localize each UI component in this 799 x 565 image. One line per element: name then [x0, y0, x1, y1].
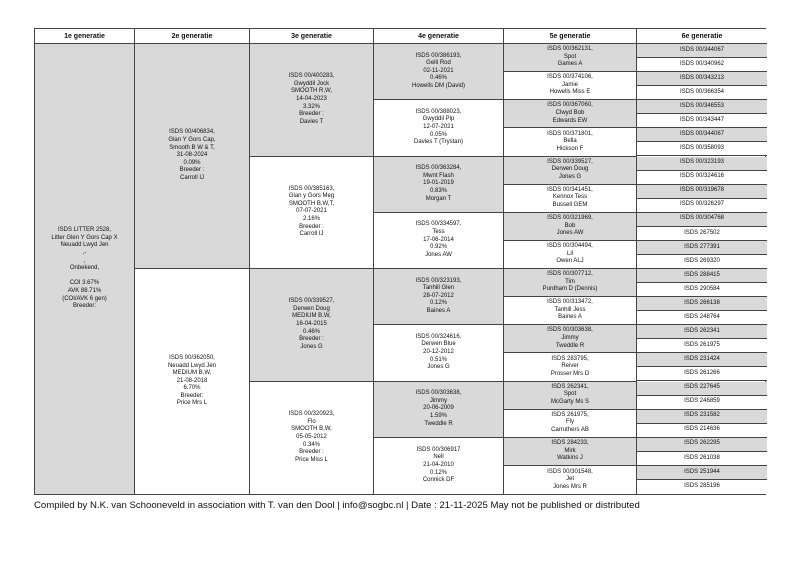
ancestor-line: ISDS 00/304494, — [547, 243, 593, 250]
ancestor-line: ISDS 00/385163, — [288, 185, 335, 192]
ancestor-cell-gen5 — [504, 72, 637, 100]
ancestor-line: 21-08-2018 — [176, 377, 208, 384]
ancestor-cell-gen6 — [637, 410, 767, 424]
ancestor-line: Edwards EW — [552, 117, 588, 124]
ancestor-line: Connick DF — [422, 477, 455, 484]
ancestor-cell-gen6 — [637, 480, 767, 494]
ancestor-line: ISDS 00/400283, — [288, 73, 335, 80]
ancestor-cell-gen5 — [504, 100, 637, 128]
ancestor-cell-gen1 — [35, 44, 135, 494]
ancestor-cell-gen6 — [637, 157, 767, 171]
ancestor-cell-gen6 — [637, 86, 767, 100]
ancestor-line: SMOOTH B,W,T, — [288, 200, 335, 207]
ancestor-line: Watkins J — [557, 455, 583, 462]
ancestor-cell-gen4 — [374, 157, 504, 213]
ancestor-line: 2.16% — [302, 216, 320, 223]
ancestor-cell-gen5 — [504, 382, 637, 410]
ancestor-line: 0.46% — [429, 75, 447, 82]
header-gen-3: 3e generatie — [250, 29, 374, 44]
ancestor-line: Breeder : — [299, 449, 324, 456]
ancestor-line: Gwyddil Jock — [293, 80, 330, 87]
ancestor-line: ISDS 00/367060, — [547, 102, 593, 109]
ancestor-line: 19-01-2019 — [423, 180, 454, 187]
ancestor-cell-gen6 — [637, 339, 767, 353]
ancestor-line: ISDS 00/303638, — [415, 390, 462, 397]
ancestor-cell-gen6 — [637, 142, 767, 156]
ancestor-line: ISDS 00/324616 — [679, 173, 725, 180]
ancestor-line: ISDS LITTER 2528, — [57, 227, 112, 234]
ancestor-cell-gen6 — [637, 171, 767, 185]
ancestor-line: 0.51% — [429, 356, 447, 363]
ancestor-line: Neuadd Lwyd Jen — [60, 242, 109, 249]
ancestor-line: ISDS 284233, — [551, 439, 589, 446]
ancestor-cell-gen6 — [637, 452, 767, 466]
ancestor-line: 3.32% — [302, 103, 320, 110]
ancestor-cell-gen6 — [637, 44, 767, 58]
ancestor-line: ISDS 00/320923, — [288, 411, 335, 418]
ancestor-line: Bussell GEM — [552, 201, 588, 208]
header-gen-4: 4e generatie — [374, 29, 504, 44]
ancestor-line: ISDS 00/303638, — [547, 327, 593, 334]
ancestor-line: 1.59% — [429, 412, 447, 419]
ancestor-line: Spot — [563, 391, 577, 398]
ancestor-cell-gen6 — [637, 396, 767, 410]
ancestor-line: 20-06-2009 — [423, 405, 454, 412]
ancestor-line: Gwyddil Pip — [422, 116, 455, 123]
ancestor-cell-gen6 — [637, 227, 767, 241]
ancestor-line: AVK 88.71% — [67, 287, 102, 294]
ancestor-line: 16-04-2015 — [296, 320, 327, 327]
ancestor-line: Derwen Blue — [421, 341, 456, 348]
ancestor-line: Neuadd Lwyd Jen — [167, 362, 217, 369]
ancestor-line: ISDS 262295 — [684, 440, 720, 447]
ancestor-line: 0.05% — [429, 131, 447, 138]
ancestor-line: 6.70% — [183, 385, 201, 392]
ancestor-line: ,- — [82, 250, 87, 257]
ancestor-line: ISDS 00/344067 — [679, 46, 725, 53]
ancestor-cell-gen5 — [504, 297, 637, 325]
ancestor-cell-gen5 — [504, 44, 637, 72]
ancestor-line: Carroll IJ — [299, 231, 324, 238]
ancestor-line: Clwyd Bob — [555, 110, 585, 117]
ancestor-cell-gen4 — [374, 213, 504, 269]
ancestor-line: ISDS 00/358093 — [679, 145, 725, 152]
header-gen-6: 6e generatie — [637, 29, 767, 44]
ancestor-line: ISDS 261975, — [551, 411, 589, 418]
ancestor-line: ISDS 262341 — [684, 327, 720, 334]
ancestor-line: Jimmy — [561, 335, 579, 342]
ancestor-line: 0.34% — [302, 441, 320, 448]
ancestor-cell-gen4 — [374, 269, 504, 325]
ancestor-line: ISDS 00/339527, — [547, 158, 593, 165]
ancestor-cell-gen6 — [637, 128, 767, 142]
ancestor-line: Mwnt Flash — [423, 172, 454, 179]
ancestor-line: 02-11-2021 — [423, 67, 454, 74]
ancestor-cell-gen4 — [374, 438, 504, 494]
ancestor-line: Jones AW — [425, 251, 452, 258]
ancestor-line: ISDS 246859 — [684, 398, 720, 405]
ancestor-line: , — [83, 257, 86, 264]
ancestor-line: ISDS 214636 — [684, 426, 720, 433]
ancestor-cell-gen6 — [637, 382, 767, 396]
ancestor-line: ISDS 290584 — [684, 285, 720, 292]
ancestor-line: Litter Glen Y Gors Cap X — [51, 234, 118, 241]
ancestor-line: ISDS 277391 — [684, 243, 720, 250]
header-gen-5: 5e generatie — [504, 29, 637, 44]
ancestor-line: Tess — [432, 228, 445, 235]
ancestor-line: Jones Mrs R — [553, 483, 587, 490]
ancestor-line: Davies T — [299, 118, 324, 125]
ancestor-line: Howells DM (David) — [411, 83, 465, 90]
ancestor-line: 20-12-2012 — [423, 349, 454, 356]
ancestor-line: 31-08-2024 — [176, 152, 208, 159]
ancestor-line: Flo — [307, 418, 316, 425]
ancestor-line: ISDS 00/341451, — [547, 186, 593, 193]
ancestor-line: ISDS 00/339527, — [288, 298, 335, 305]
ancestor-cell-gen4 — [374, 325, 504, 381]
ancestor-cell-gen5 — [504, 185, 637, 213]
ancestor-cell-gen6 — [637, 185, 767, 199]
ancestor-cell-gen6 — [637, 438, 767, 452]
ancestor-line: ISDS 231424 — [684, 356, 720, 363]
ancestor-cell-gen3 — [250, 269, 374, 382]
ancestor-line: Jones G — [427, 364, 450, 371]
ancestor-cell-gen3 — [250, 157, 374, 270]
ancestor-line: ISDS 00/386193, — [415, 52, 462, 59]
ancestor-cell-gen6 — [637, 114, 767, 128]
ancestor-line: Bella — [563, 138, 577, 145]
ancestor-line: ISDS 00/306917 — [416, 446, 461, 453]
ancestor-cell-gen6 — [637, 283, 767, 297]
ancestor-cell-gen6 — [637, 325, 767, 339]
ancestor-line: ISDS 288415 — [684, 271, 720, 278]
ancestor-line: Price Miss L — [295, 456, 328, 463]
footer-note: Compiled by N.K. van Schooneveld in association with T. van den Dool | info@sogbc.nl | Date : 21-11-2025 May not be published or distributed — [34, 500, 640, 511]
ancestor-line: 0.12% — [429, 469, 447, 476]
ancestor-line: ISDS 231582 — [684, 412, 720, 419]
ancestor-line: 0.09% — [183, 159, 201, 166]
ancestor-line: 12-07-2021 — [423, 124, 454, 131]
ancestor-line: ISDS 00/340962 — [679, 60, 725, 67]
ancestor-cell-gen5 — [504, 128, 637, 156]
ancestor-line: ISDS 248764 — [684, 313, 720, 320]
ancestor-line: Hickson F — [556, 145, 584, 152]
ancestor-line: Lil — [566, 250, 573, 257]
ancestor-cell-gen6 — [637, 100, 767, 114]
ancestor-line: Jones G — [300, 343, 323, 350]
ancestor-line: ISDS 00/324616, — [415, 333, 462, 340]
ancestor-line: Bob — [564, 222, 576, 229]
ancestor-line: ISDS 00/323193 — [679, 159, 725, 166]
ancestor-line: 17-06-2014 — [423, 236, 454, 243]
ancestor-line: Howells Miss E — [549, 89, 591, 96]
ancestor-line: Tim — [565, 278, 575, 285]
ancestor-line: Prosser Mrs D — [550, 370, 590, 377]
ancestor-line: 28-07-2012 — [423, 292, 454, 299]
ancestor-cell-gen6 — [637, 255, 767, 269]
ancestor-cell-gen6 — [637, 311, 767, 325]
ancestor-cell-gen5 — [504, 241, 637, 269]
ancestor-cell-gen5 — [504, 466, 637, 494]
ancestor-line: Davies T (Trystan) — [414, 139, 463, 146]
ancestor-line: 0.12% — [429, 300, 447, 307]
ancestor-line: Games A — [557, 61, 583, 68]
ancestor-cell-gen6 — [637, 424, 767, 438]
ancestor-line: ISDS 261266 — [684, 370, 720, 377]
ancestor-line: Breeder : — [299, 336, 324, 343]
ancestor-line: ISDS 00/313472, — [547, 299, 593, 306]
ancestor-line: ISDS 285196 — [684, 483, 720, 490]
ancestor-line: ISDS 251944 — [684, 468, 720, 475]
ancestor-line: ISDS 00/366354 — [679, 88, 725, 95]
ancestor-line: COI 3.67% — [69, 280, 100, 287]
ancestor-line: Nell — [433, 454, 444, 461]
ancestor-cell-gen5 — [504, 410, 637, 438]
ancestor-line: Glan y Gors Meg — [288, 193, 335, 200]
ancestor-line: 21-04-2010 — [423, 462, 454, 469]
ancestor-line: Mirk — [564, 447, 576, 454]
ancestor-line: Owen ALJ — [556, 258, 584, 265]
ancestor-cell-gen6 — [637, 367, 767, 381]
ancestor-line: Reiver — [561, 363, 579, 370]
ancestor-cell-gen6 — [637, 58, 767, 72]
ancestor-cell-gen5 — [504, 269, 637, 297]
ancestor-cell-gen3 — [250, 382, 374, 495]
ancestor-line: 14-04-2023 — [296, 95, 327, 102]
ancestor-line: Jones AW — [556, 230, 584, 237]
ancestor-cell-gen5 — [504, 438, 637, 466]
ancestor-line: ISDS 00/319678 — [679, 187, 725, 194]
ancestor-cell-gen6 — [637, 199, 767, 213]
ancestor-line: MEDIUM B,W, — [172, 370, 212, 377]
ancestor-line: Jet — [565, 476, 574, 483]
ancestor-line: ISDS 00/334597, — [415, 221, 462, 228]
ancestor-line: Fly — [566, 419, 574, 426]
ancestor-line: Tweddle R — [555, 342, 585, 349]
ancestor-line: Breeder : — [179, 167, 205, 174]
ancestor-cell-gen5 — [504, 213, 637, 241]
ancestor-line: ISDS 261975 — [684, 342, 720, 349]
ancestor-line: Tweddle R — [424, 420, 453, 427]
ancestor-cell-gen2 — [135, 269, 250, 494]
ancestor-cell-gen4 — [374, 382, 504, 438]
ancestor-line: Price Mrs L — [176, 400, 208, 407]
ancestor-line: Kennox Tess — [552, 194, 588, 201]
ancestor-line: 05-05-2012 — [296, 433, 327, 440]
pedigree-table — [34, 28, 766, 495]
ancestor-line: Spot — [563, 53, 577, 60]
ancestor-line: ISDS 00/388023, — [415, 108, 462, 115]
ancestor-line: ISDS 266138 — [684, 299, 720, 306]
ancestor-line: ISDS 00/406834, — [169, 129, 215, 136]
ancestor-line: Jamie — [561, 81, 578, 88]
ancestor-cell-gen5 — [504, 157, 637, 185]
ancestor-cell-gen6 — [637, 297, 767, 311]
header-gen-1: 1e generatie — [35, 29, 135, 44]
ancestor-line: ISDS 269320 — [684, 257, 720, 264]
ancestor-line: Carruthers AB — [551, 426, 589, 433]
ancestor-line: Breeder : — [299, 223, 324, 230]
ancestor-line: 0.92% — [429, 244, 447, 251]
ancestor-cell-gen6 — [637, 213, 767, 227]
ancestor-cell-gen3 — [250, 44, 374, 157]
ancestor-line: ISDS 227645 — [684, 384, 720, 391]
ancestor-cell-gen6 — [637, 72, 767, 86]
ancestor-line: ISDS 00/326297 — [679, 201, 725, 208]
ancestor-line: Tanhill Jess — [554, 306, 586, 313]
ancestor-line: Baines A — [426, 308, 451, 315]
ancestor-line: Gelli Rod — [426, 60, 451, 67]
ancestor-line: Carroll IJ — [179, 174, 204, 181]
ancestor-line: ISDS 00/344067 — [679, 131, 725, 138]
ancestor-line: 0.46% — [302, 328, 320, 335]
ancestor-line: ISDS 00/343213 — [679, 74, 725, 81]
ancestor-line: ISDS 00/304768 — [679, 215, 725, 222]
ancestor-line: ISDS 00/374106, — [547, 74, 593, 81]
ancestor-line: Glan Y Gors Cap, — [168, 137, 216, 144]
ancestor-line: Onbekend, — [69, 265, 100, 272]
ancestor-line: ISDS 00/321969, — [547, 214, 593, 221]
header-gen-2: 2e generatie — [135, 29, 250, 44]
ancestor-line: Purdham D (Dennis) — [542, 286, 598, 293]
ancestor-line: ISDS 00/307712, — [547, 271, 593, 278]
ancestor-line: ISDS 00/346553 — [679, 102, 725, 109]
ancestor-cell-gen4 — [374, 100, 504, 156]
ancestor-line — [84, 273, 86, 281]
ancestor-line: ISDS 00/301548, — [547, 468, 593, 475]
ancestor-line: Jimmy — [429, 397, 448, 404]
ancestor-line: SMOOTH B,W, — [291, 426, 332, 433]
ancestor-line: ISDS 00/343447 — [679, 117, 725, 124]
ancestor-line: ISDS 267502 — [684, 229, 720, 236]
ancestor-cell-gen6 — [637, 269, 767, 283]
ancestor-cell-gen5 — [504, 325, 637, 353]
ancestor-line: (COI/AVK 6 gen) — [62, 295, 107, 302]
ancestor-line: Breeder: — [180, 392, 204, 399]
ancestor-line: ISDS 00/371801, — [547, 130, 593, 137]
ancestor-cell-gen2 — [135, 44, 250, 269]
ancestor-cell-gen4 — [374, 44, 504, 100]
ancestor-line: Jones G — [558, 173, 582, 180]
ancestor-line: Morgan T — [425, 195, 452, 202]
ancestor-cell-gen6 — [637, 466, 767, 480]
ancestor-cell-gen5 — [504, 353, 637, 381]
ancestor-line: ISDS 262341, — [551, 383, 589, 390]
ancestor-line: ISDS 261038 — [684, 454, 720, 461]
ancestor-line: ISDS 00/362050, — [169, 354, 215, 361]
ancestor-line: Tanhill Glen — [422, 285, 455, 292]
ancestor-line: ISDS 00/363284, — [415, 165, 462, 172]
ancestor-line: Smooth B W & T, — [169, 144, 215, 151]
ancestor-line: 0.83% — [429, 187, 447, 194]
ancestor-line: Breeder: — [72, 303, 96, 310]
ancestor-line: Baines A — [558, 314, 582, 321]
ancestor-line: ISDS 283795, — [551, 355, 589, 362]
ancestor-line: ISDS 00/323193, — [415, 277, 462, 284]
ancestor-line: SMOOTH R,W, — [291, 88, 332, 95]
ancestor-line: Breeder : — [299, 111, 324, 118]
ancestor-cell-gen6 — [637, 241, 767, 255]
ancestor-line: MEDIUM B,W, — [292, 313, 331, 320]
ancestor-line: Derwen Doug — [551, 166, 589, 173]
ancestor-line: 07-07-2021 — [296, 208, 327, 215]
ancestor-line: Derwen Doug — [293, 305, 330, 312]
ancestor-line: McGarty Ms S — [550, 398, 589, 405]
ancestor-line: ISDS 00/362131, — [547, 46, 593, 53]
ancestor-cell-gen6 — [637, 353, 767, 367]
